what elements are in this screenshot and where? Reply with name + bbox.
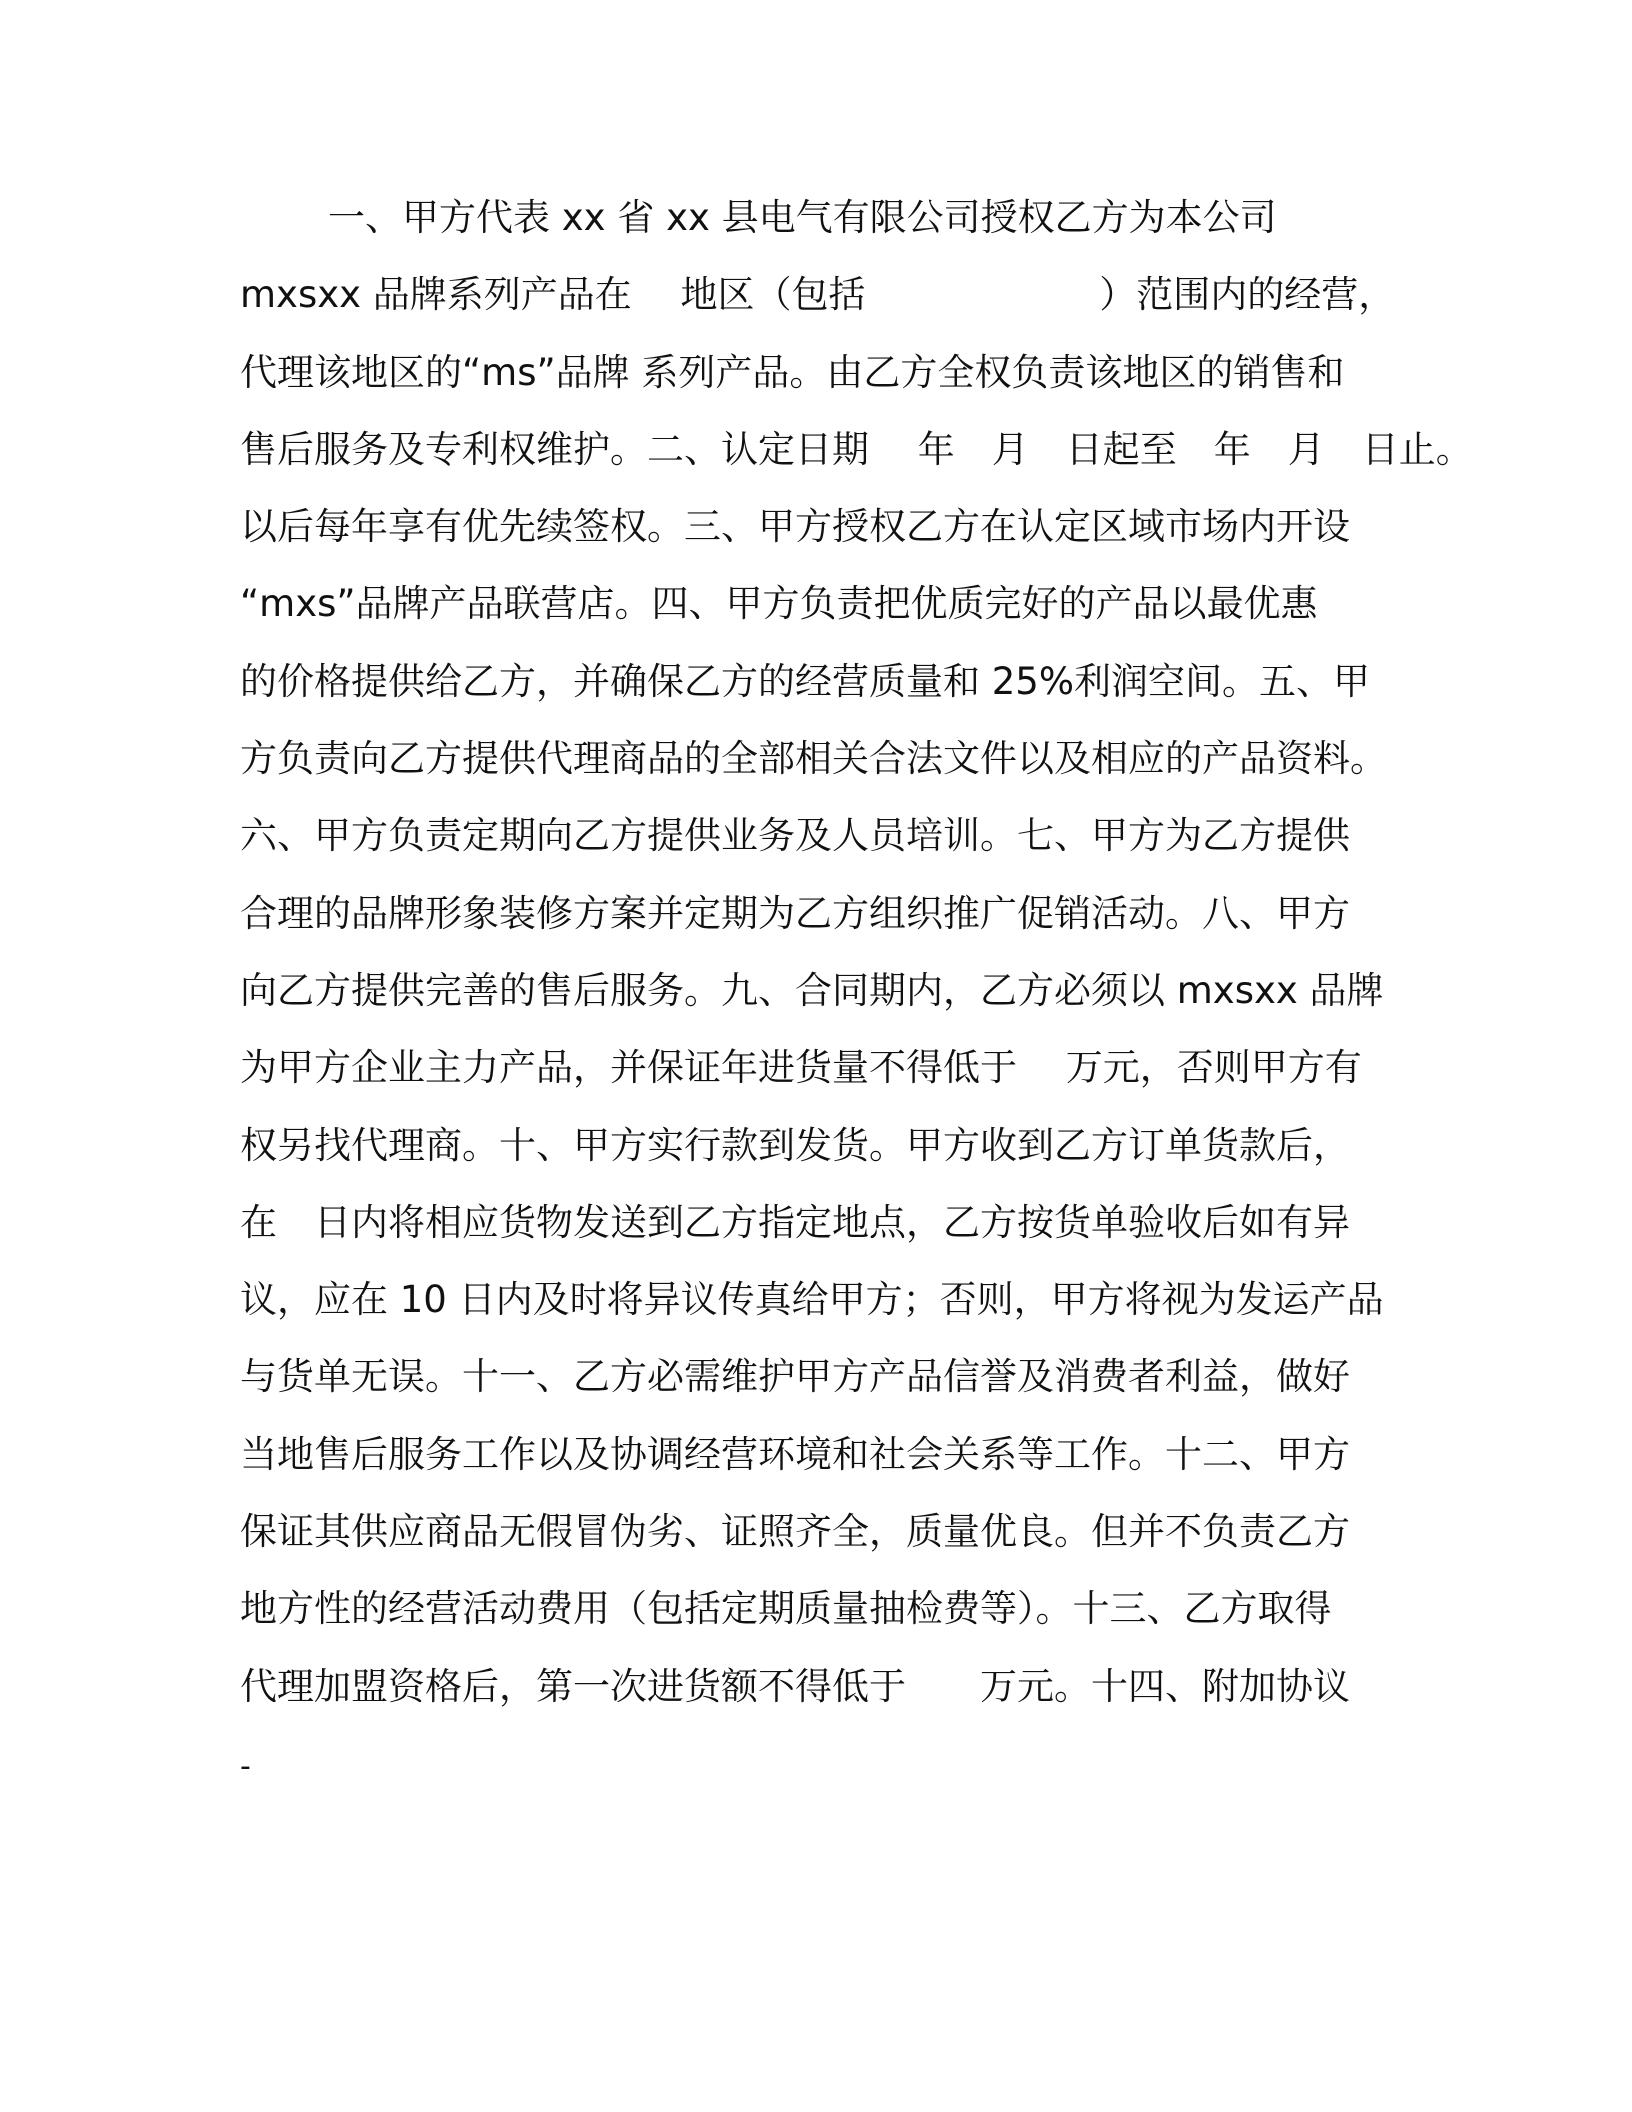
paragraph-line: 以后每年享有优先续签权。三、甲方授权乙方在认定区域市场内开设 [240,505,1350,549]
paragraph-line: “mxs”品牌产品联营店。四、甲方负责把优质完好的产品以最优惠 [240,582,1318,626]
trailing-mark: - [240,1749,251,1784]
paragraph-line: 的价格提供给乙方，并确保乙方的经营质量和 25%利润空间。五、甲 [240,659,1370,703]
paragraph-line: 保证其供应商品无假冒伪劣、证照齐全，质量优良。但并不负责乙方 [240,1510,1350,1554]
paragraph-line: 议，应在 10 日内及时将异议传真给甲方；否则，甲方将视为发运产品 [240,1278,1384,1322]
paragraph-line: 为甲方企业主力产品，并保证年进货量不得低于 万元，否则甲方有 [240,1046,1362,1090]
paragraph-line: mxsxx 品牌系列产品在 地区（包括 ）范围内的经营， [240,273,1396,317]
contract-body [240,188,1473,1734]
paragraph-line: 代理加盟资格后，第一次进货额不得低于 万元。十四、附加协议 [240,1664,1350,1708]
paragraph-line: 一、甲方代表 xx 省 xx 县电气有限公司授权乙方为本公司 [328,196,1277,239]
paragraph-line: 地方性的经营活动费用（包括定期质量抽检费等）。十三、乙方取得 [240,1587,1332,1631]
paragraph-line: 六、甲方负责定期向乙方提供业务及人员培训。七、甲方为乙方提供 [240,814,1350,858]
paragraph-line: 代理该地区的“ms”品牌 系列产品。由乙方全权负责该地区的销售和 [240,350,1345,394]
paragraph-line: 权另找代理商。十、甲方实行款到发货。甲方收到乙方订单货款后， [240,1123,1350,1167]
paragraph-line: 在 日内将相应货物发送到乙方指定地点，乙方按货单验收后如有异 [240,1200,1350,1244]
paragraph-line: 方负责向乙方提供代理商品的全部相关合法文件以及相应的产品资料。 [240,737,1387,781]
paragraph-line: 售后服务及专利权维护。二、认定日期 年 月 日起至 年 月 日止。 [240,427,1473,471]
paragraph-line: 与货单无误。十一、乙方必需维护甲方产品信誉及消费者利益，做好 [240,1355,1350,1399]
paragraph-line: 向乙方提供完善的售后服务。九、合同期内，乙方必须以 mxsxx 品牌 [240,968,1384,1012]
paragraph-line: 合理的品牌形象装修方案并定期为乙方组织推广促销活动。八、甲方 [240,891,1350,935]
paragraph-line: 当地售后服务工作以及协调经营环境和社会关系等工作。十二、甲方 [240,1432,1350,1476]
